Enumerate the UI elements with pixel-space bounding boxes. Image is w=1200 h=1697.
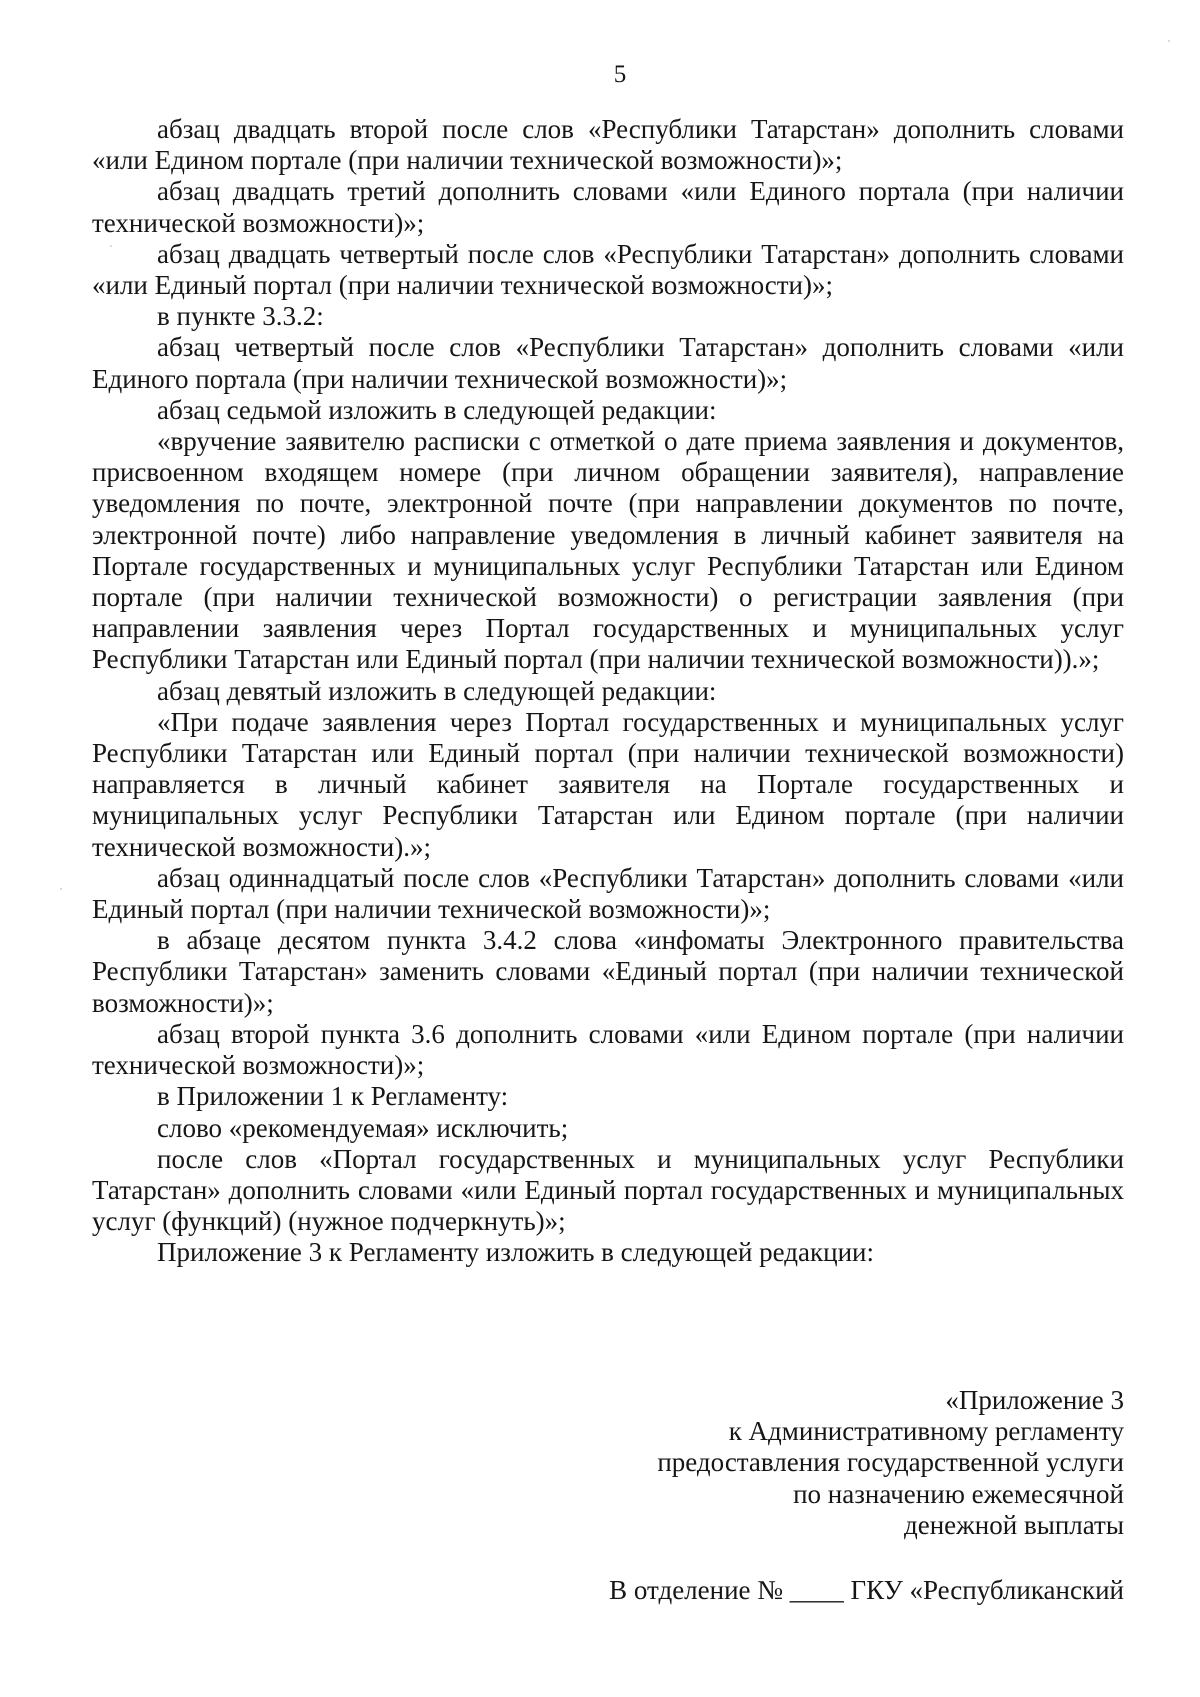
quoted-paragraph: «вручение заявителю расписки с отметкой о дате приема заявления и документов, присвоенном входящем номере (при личном обращении заявителя), направление уведомления по почте, электронной почте (при направлении документов по почте, электронной почте) либо направление уведомления в личный кабинет заявителя на Портале государственных и муниципальных услуг Республики Татарстан или Едином портале (при наличии технической возможности) о регистрации заявления (при направлении заявления через Портал государственных и муниципальных услуг Республики Татарстан или Единый портал (при наличии технической возможности)).»; xyxy=(92,426,1124,675)
paragraph: абзац девятый изложить в следующей редакции: xyxy=(157,675,717,706)
paragraph: в Приложении 1 к Регламенту: xyxy=(157,1081,509,1112)
paragraph: слово «рекомендуемая» исключить; xyxy=(157,1112,569,1143)
appendix-line: к Административному регламенту xyxy=(728,1416,1124,1447)
paragraph: Приложение 3 к Регламенту изложить в следующей редакции: xyxy=(157,1237,874,1268)
address-line: В отделение № ____ ГКУ «Республиканский xyxy=(609,1575,1124,1605)
paragraph: абзац седьмой изложить в следующей редакции: xyxy=(157,394,717,425)
paragraph: в абзаце десятом пункта 3.4.2 слова «инфоматы Электронного правительства Республики Татарстан» заменить словами «Единый портал (при наличии технической возможности)»; xyxy=(92,925,1124,1018)
paragraph: абзац одиннадцатый после слов «Республики Татарстан» дополнить словами «или Единый портал (при наличии технической возможности)»; xyxy=(92,862,1124,925)
appendix-header xyxy=(560,1385,1124,1541)
paragraph: абзац двадцать второй после слов «Республики Татарстан» дополнить словами «или Едином портале (при наличии технической возможности)»; xyxy=(92,114,1124,176)
scan-artifact xyxy=(110,245,112,247)
page-number: 5 xyxy=(613,61,627,88)
paragraph: абзац четвертый после слов «Республики Татарстан» дополнить словами «или Единого портала (при наличии технической возможности)»; xyxy=(92,332,1124,394)
paragraph: абзац двадцать третий дополнить словами «или Единого портала (при наличии технической возможности)»; xyxy=(92,176,1124,238)
appendix-line: «Приложение 3 xyxy=(945,1385,1124,1415)
paragraph: абзац двадцать четвертый после слов «Республики Татарстан» дополнить словами «или Единый портал (при наличии технической возможности)»; xyxy=(92,238,1124,301)
appendix-line: по назначению ежемесячной xyxy=(793,1478,1124,1509)
paragraph: после слов «Портал государственных и муниципальных услуг Республики Татарстан» дополнить словами «или Единый портал государственных и муниципальных услуг (функций) (нужное подчеркнуть)»; xyxy=(92,1143,1124,1237)
appendix-line: предоставления государственной услуги xyxy=(657,1447,1124,1478)
appendix-line: денежной выплаты xyxy=(904,1509,1124,1540)
paragraph: абзац второй пункта 3.6 дополнить словами «или Едином портале (при наличии технической возможности)»; xyxy=(92,1018,1124,1081)
paragraph: в пункте 3.3.2: xyxy=(157,301,324,332)
scan-artifact xyxy=(60,888,62,890)
quoted-paragraph: «При подаче заявления через Портал государственных и муниципальных услуг Республики Татарстан или Единый портал (при наличии технической возможности) направляется в личный кабинет заявителя на Портале государственных и муниципальных услуг Республики Татарстан или Едином портале (при наличии технической возможности).»; xyxy=(92,706,1124,862)
scan-artifact xyxy=(1168,40,1170,42)
document-body xyxy=(92,114,1124,1269)
